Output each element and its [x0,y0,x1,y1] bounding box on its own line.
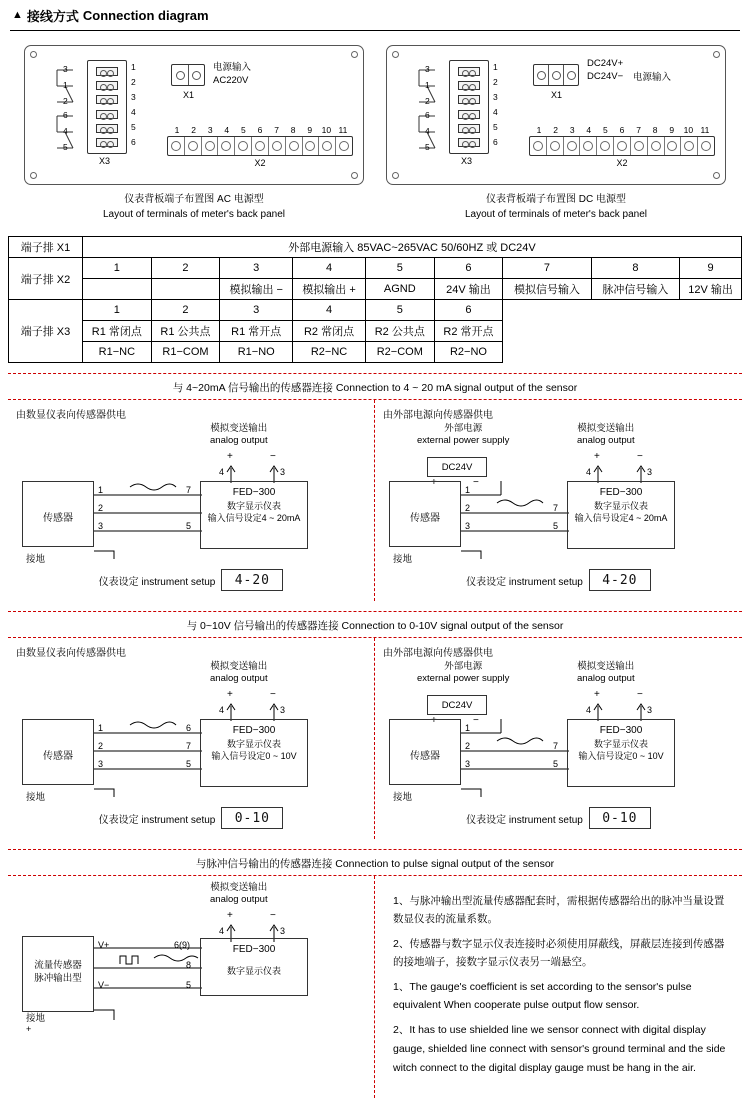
x3-left-num: 6 [63,110,68,120]
pin-label: 2 [465,741,471,751]
relay-pin [96,110,118,119]
panel-layouts [8,31,742,222]
relay-contact-symbols [405,60,449,154]
psu-box: DC24V [427,695,487,715]
pin-label: 6 [186,723,192,733]
x3-num-cell: 6 [434,300,503,321]
sensor-box [22,936,94,1012]
pin-label: 3 [98,521,104,531]
x2-func-cell: 模拟输出 − [220,279,293,300]
setup-label: 仪表设定 instrument setup [98,814,216,826]
instrument-setup-row [381,569,736,591]
x2-caption: X2 [616,158,628,168]
x2-strip [529,136,715,156]
wiring-pulse [8,876,375,1098]
table-row-x3-numbers [9,300,742,321]
x1-caption: X1 [183,90,195,100]
ground-label: 接地 [393,554,413,565]
relay-pin [458,67,480,76]
table-row-x3-en [9,342,742,363]
psu-minus: − [473,477,479,488]
pin-label: 5 [186,980,192,990]
x3-num-cell: 3 [220,300,293,321]
lcd-display [589,569,651,591]
setup-label: 仪表设定 instrument setup [466,576,583,588]
plus-sign: + [227,910,233,921]
x3-func-cn: R1 公共点 [151,321,220,342]
x2-func-cell: 12V 输出 [680,279,742,300]
analog-output-label: 模拟变送输出 analog output [210,423,268,447]
lcd-display [589,807,651,829]
sensor-label: 传感器 [410,751,440,762]
plus-sign: + [227,689,233,700]
minus-sign: − [637,451,643,462]
note-en-1: 1、The gauge's coefficient is set according to the sensor's pulse equivalent When cooperate pulse output flow sensor. [393,980,692,1012]
x3-func-en: R2−COM [365,342,434,363]
pin-label: 7 [553,741,559,751]
note-en-2: 2、It has to use shielded line we sensor connect with digital display gauge, shielded line connect with sensor's ground terminal and the side witch connect to the digital display gauge must be hang in the air. [393,1024,726,1075]
sensor-box [389,719,461,785]
x3-left-num: 4 [425,126,430,136]
relay-pin [458,81,480,90]
x3-right-num: 3 [493,92,498,102]
wiring-left-0-10v [8,638,375,839]
row-head-x3: 端子排 X3 [9,300,83,363]
x2-num-cell: 4 [293,258,366,279]
ground-label: 接地 [393,792,413,803]
table-row-x2-numbers [9,258,742,279]
page-title [8,0,742,30]
external-psu-label: 外部电源 external power supply [417,661,510,685]
x3-caption: X3 [99,156,111,166]
pin-label: 1 [98,485,104,495]
note-cn-1: 1、与脉冲输出型流量传感器配套时，需根据传感器给出的脉冲当量设置数显仪表的流量系数。 [393,895,725,926]
panel-dc [386,45,726,222]
instrument-setup-row [14,569,368,591]
x2-func-cell: 模拟输出 + [293,279,366,300]
sensor-plus: + [26,1024,32,1034]
meter-back-panel-dc [386,45,726,185]
ground-label: 接地 [26,1013,46,1024]
screw-icon [713,51,720,58]
relay-terminal-strip [449,60,489,154]
x3-right-num: 5 [131,122,136,132]
wiring-right-0-10v [375,638,742,839]
wiring-right-4-20ma [375,400,742,601]
pin-label: 5 [553,521,559,531]
lcd-display [221,807,283,829]
pin-label: 4 [219,705,225,715]
instrument-setup-row [381,807,736,829]
pin-label: 1 [465,723,471,733]
x2-num-cell: 6 [434,258,503,279]
x3-func-en: R1−COM [151,342,220,363]
x2-num-cell: 7 [503,258,591,279]
power-label-ac: 电源输入 AC220V [213,62,252,86]
analog-output-label: 模拟变送输出 analog output [210,882,268,906]
screw-icon [351,172,358,179]
panel-ac [24,45,364,222]
x3-func-en: R2−NC [293,342,366,363]
display-meter-box: FED−300 数字显示仪表 输入信号设定4 ~ 20mA [567,481,675,549]
x3-right-num: 6 [131,137,136,147]
x3-func-en: R1−NC [83,342,152,363]
pin-label: 7 [186,741,192,751]
sensor-label-line1: 流量传感器 [34,960,82,971]
x3-left-num: 4 [63,126,68,136]
pin-label: 7 [553,503,559,513]
x3-right-num: 1 [493,62,498,72]
table-row-x1 [9,237,742,258]
sensor-label: 传感器 [410,513,440,524]
x3-num-cell: 2 [151,300,220,321]
pin-label: 8 [186,960,192,970]
screw-icon [392,51,399,58]
x3-num-cell: 1 [83,300,152,321]
sensor-label: 传感器 [43,751,73,762]
display-meter-box: FED−300 数字显示仪表 输入信号设定0 ~ 10V [567,719,675,787]
x3-func-cn: R2 常开点 [434,321,503,342]
ground-label: 接地 [26,554,46,565]
plus-sign: + [594,451,600,462]
x3-left-num: 1 [63,80,68,90]
relay-pin [96,81,118,90]
power-label-dc: DC24V+ DC24V− [587,58,624,82]
minus-sign: − [270,689,276,700]
x2-num-cell: 2 [151,258,220,279]
screw-icon [713,172,720,179]
section-title: 与 4~20mA 信号输出的传感器连接 Connection to 4 ~ 20 mA signal output of the sensor [8,374,742,400]
panel-caption-ac: 仪表背板端子布置图 AC 电源型 Layout of terminals of meter's back panel [102,194,285,220]
row-head-x1: 端子排 X1 [9,237,83,258]
note-cn-2: 2、传感器与数字显示仪表连接时必须使用屏蔽线，屏蔽层连接到传感器的接地端子，接数字显示仪表另一端悬空。 [393,937,725,969]
x3-num-cell: 5 [365,300,434,321]
lcd-value: 0-10 [234,810,271,826]
x2-numbers: 1 2 3 4 5 6 7 8 9 10 11 [174,125,348,135]
setup-label: 仪表设定 instrument setup [466,814,583,826]
x3-func-cn: R2 常闭点 [293,321,366,342]
pulse-notes [375,876,742,1098]
pin-label: 3 [465,759,471,769]
minus-sign: − [270,451,276,462]
section-0-10v [8,611,742,839]
pin-label: 4 [586,705,592,715]
pin-label: 4 [219,926,225,936]
pin-label: 3 [98,759,104,769]
x3-right-num: 2 [131,77,136,87]
sub-title: 由外部电源向传感器供电 [383,648,493,659]
ground-label: 接地 [26,792,46,803]
sensor-box [22,481,94,547]
x2-num-cell: 5 [365,258,434,279]
instrument-setup-row [14,807,368,829]
relay-pin [458,95,480,104]
psu-minus: − [473,715,479,726]
x2-func-cell: 脉冲信号输入 [591,279,679,300]
sub-title: 由数显仪表向传感器供电 [16,410,126,421]
relay-pin [96,95,118,104]
psu-plus: + [431,477,437,488]
power-terminal-x1 [533,64,579,86]
x3-left-num: 1 [425,80,430,90]
analog-output-label: 模拟变送输出 analog output [210,661,268,685]
pin-label: 3 [647,705,653,715]
lcd-display [221,569,283,591]
x3-right-num: 4 [493,107,498,117]
section-pulse [8,849,742,1098]
power-terminal-x1 [171,64,205,86]
x2-num-cell: 1 [83,258,152,279]
terminal-block-x3 [405,60,523,168]
x2-func-cell [83,279,152,300]
x3-func-cn: R2 公共点 [365,321,434,342]
row-head-x2: 端子排 X2 [9,258,83,300]
x2-func-cell: 24V 输出 [434,279,503,300]
wiring-left-4-20ma [8,400,375,601]
pin-label: 2 [465,503,471,513]
analog-output-label: 模拟变送输出 analog output [577,661,635,685]
x2-numbers: 1 2 3 4 5 6 7 8 9 10 11 [536,125,710,135]
pin-label: 3 [280,926,286,936]
title-cn: 接线方式 [26,9,79,24]
relay-pin [96,138,118,147]
terminal-block-x3 [43,60,161,168]
x3-left-num: 5 [63,142,68,152]
pin-label: 4 [219,467,225,477]
lcd-value: 4-20 [602,572,638,588]
x2-num-cell: 3 [220,258,293,279]
screw-icon [392,172,399,179]
relay-contact-symbols [43,60,87,154]
sub-title: 由外部电源向传感器供电 [383,410,493,421]
minus-sign: − [270,910,276,921]
lcd-value: 0-10 [602,810,638,826]
relay-pin [96,124,118,133]
pin-label: 2 [98,503,104,513]
table-row-x3-cn [9,321,742,342]
pin-label: V− [98,980,110,990]
x3-left-num: 5 [425,142,430,152]
x2-strip [167,136,353,156]
power-input-label-dc: 电源输入 [633,72,672,83]
terminal-block-x2 [167,125,353,168]
lcd-value: 4-20 [234,572,271,588]
sensor-box [389,481,461,547]
x2-num-cell: 9 [680,258,742,279]
screw-icon [30,172,37,179]
pin-label: 5 [186,759,192,769]
analog-output-label: 模拟变送输出 analog output [577,423,635,447]
display-meter-box: FED−300 数字显示仪表 [200,938,308,996]
x3-func-cn: R1 常闭点 [83,321,152,342]
plus-sign: + [594,689,600,700]
pin-label: 5 [186,521,192,531]
pin-label: 3 [280,705,286,715]
x3-right-num: 2 [493,77,498,87]
triangle-icon: ▲ [12,9,23,21]
x3-caption: X3 [461,156,473,166]
terminal-assignment-table [8,236,742,363]
x3-num-cell: 4 [293,300,366,321]
pin-label: 1 [465,485,471,495]
x3-right-num: 4 [131,107,136,117]
display-meter-box: FED−300 数字显示仪表 输入信号设定0 ~ 10V [200,719,308,787]
relay-pin [458,124,480,133]
external-psu-label: 外部电源 external power supply [417,423,510,447]
setup-label: 仪表设定 instrument setup [98,576,216,588]
x3-right-num: 1 [131,62,136,72]
screw-icon [351,51,358,58]
x1-value: 外部电源输入 85VAC~265VAC 50/60HZ 或 DC24V [83,237,742,258]
pin-label: 1 [98,723,104,733]
pin-label: V+ [98,940,110,950]
pin-label: 3 [647,467,653,477]
relay-terminal-strip [87,60,127,154]
pin-label: 4 [586,467,592,477]
x3-right-num: 3 [131,92,136,102]
x2-caption: X2 [254,158,266,168]
x3-right-num: 6 [493,137,498,147]
screw-icon [30,51,37,58]
x2-num-cell: 8 [591,258,679,279]
section-4-20ma [8,373,742,601]
x2-func-cell: AGND [365,279,434,300]
x3-left-num: 2 [63,96,68,106]
x3-func-en: R2−NO [434,342,503,363]
pin-label: 3 [465,521,471,531]
sensor-label-line2: 脉冲输出型 [34,973,82,985]
psu-box: DC24V [427,457,487,477]
x3-func-cn: R1 常开点 [220,321,293,342]
display-meter-box: FED−300 数字显示仪表 输入信号设定4 ~ 20mA [200,481,308,549]
x3-left-num: 6 [425,110,430,120]
section-title: 与脉冲信号输出的传感器连接 Connection to pulse signal output of the sensor [8,850,742,876]
x3-right-num: 5 [493,122,498,132]
plus-sign: + [227,451,233,462]
relay-pin [458,110,480,119]
x3-left-num: 3 [425,64,430,74]
pin-label: 2 [98,741,104,751]
minus-sign: − [637,689,643,700]
x1-caption: X1 [551,90,563,100]
sensor-box [22,719,94,785]
psu-plus: + [431,715,437,726]
pin-label: 3 [280,467,286,477]
pin-label: 7 [186,485,192,495]
sub-title: 由数显仪表向传感器供电 [16,648,126,659]
terminal-block-x2 [529,125,715,168]
x3-left-num: 3 [63,64,68,74]
meter-back-panel-ac [24,45,364,185]
sensor-label: 传感器 [43,513,73,524]
title-en: Connection diagram [82,8,209,23]
pin-label: 6(9) [174,940,191,950]
x3-func-en: R1−NO [220,342,293,363]
relay-pin [96,67,118,76]
table-row-x2-functions [9,279,742,300]
section-title: 与 0~10V 信号输出的传感器连接 Connection to 0-10V signal output of the sensor [8,612,742,638]
x2-func-cell: 模拟信号输入 [503,279,591,300]
x2-func-cell [151,279,220,300]
panel-caption-dc: 仪表背板端子布置图 DC 电源型 Layout of terminals of meter's back panel [464,194,647,220]
pin-label: 5 [553,759,559,769]
x3-left-num: 2 [425,96,430,106]
relay-pin [458,138,480,147]
